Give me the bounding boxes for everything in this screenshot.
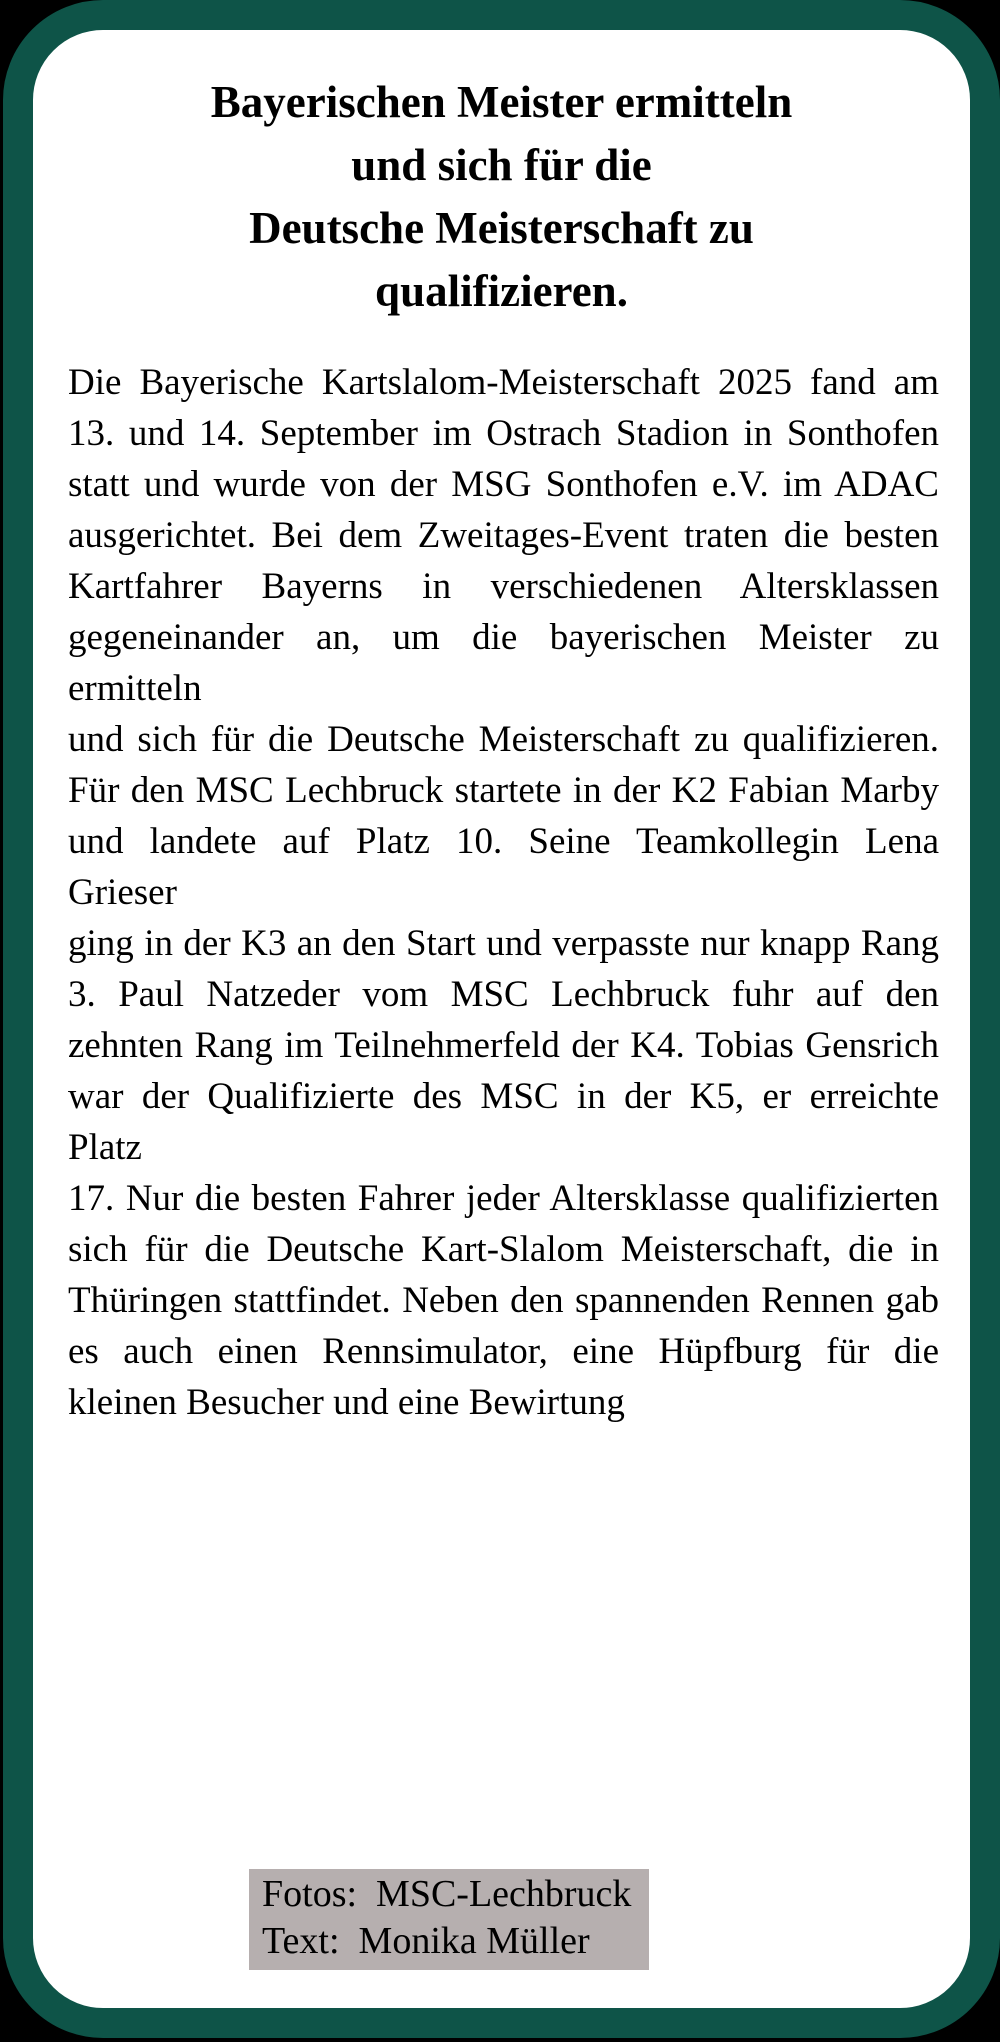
credits-text-line: Text: Monika Müller — [262, 1920, 590, 1962]
article-title-line: und sich für die — [351, 140, 652, 190]
article-body-line: 17. Nur die besten Fahrer jeder Altersklasse qualifizierten — [68, 1178, 939, 1219]
article-title — [53, 71, 950, 323]
article-body-line: Kartfahrer Bayerns in verschiedenen Altersklassen — [68, 566, 939, 607]
article-body-line: es auch einen Rennsimulator, eine Hüpfburg für die — [68, 1331, 939, 1372]
article-card — [3, 0, 1000, 2038]
credits-box — [249, 1869, 649, 1970]
article-body-line: Für den MSC Lechbruck startete in der K2 Fabian Marby — [68, 770, 939, 811]
article-body-line: und landete auf Platz 10. Seine Teamkollegin Lena Grieser — [68, 821, 939, 913]
article-body-line: war der Qualifizierte des MSC in der K5, er erreichte Platz — [68, 1076, 939, 1168]
credits-photos-line: Fotos: MSC-Lechbruck — [262, 1873, 632, 1915]
article-title-line: Bayerischen Meister ermitteln — [210, 77, 793, 127]
article-body-line: gegeneinander an, um die bayerischen Meister zu ermitteln — [68, 617, 939, 709]
article-body-line: ging in der K3 an den Start und verpasste nur knapp Rang — [68, 923, 939, 964]
article-body-line: 3. Paul Natzeder vom MSC Lechbruck fuhr auf den — [68, 974, 939, 1015]
article-body-line: statt und wurde von der MSG Sonthofen e.V. im ADAC — [68, 464, 939, 505]
article-body-line: Thüringen stattfindet. Neben den spannenden Rennen gab — [68, 1280, 939, 1321]
article-title-line: qualifizieren. — [375, 266, 628, 316]
article-body-line: 13. und 14. September im Ostrach Stadion in Sonthofen — [68, 413, 939, 454]
article-body-line: sich für die Deutsche Kart-Slalom Meisterschaft, die in — [68, 1229, 939, 1270]
article-body-line: kleinen Besucher und eine Bewirtung — [68, 1382, 625, 1423]
article-body-line: zehnten Rang im Teilnehmerfeld der K4. Tobias Gensrich — [68, 1025, 939, 1066]
article-body-line: und sich für die Deutsche Meisterschaft zu qualifizieren. — [68, 719, 939, 760]
article-title-line: Deutsche Meisterschaft zu — [249, 203, 754, 253]
article-body-line: Die Bayerische Kartslalom-Meisterschaft 2025 fand am — [68, 362, 939, 403]
article-body — [68, 357, 939, 1428]
article-body-line: ausgerichtet. Bei dem Zweitages-Event traten die besten — [68, 515, 939, 556]
